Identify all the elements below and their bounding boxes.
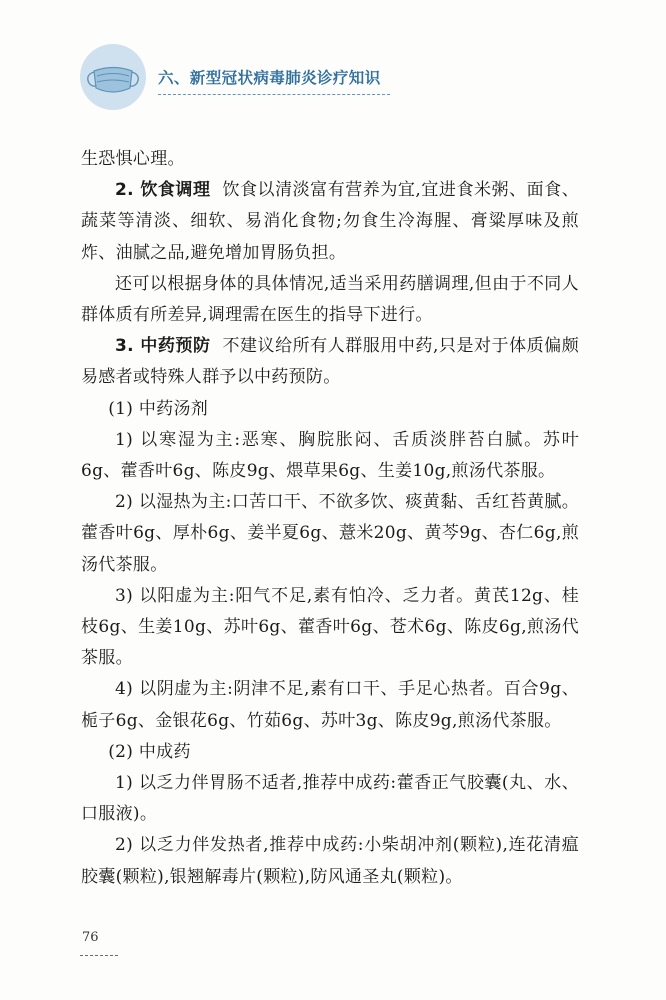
section-heading-diet: 2. 饮食调理: [115, 180, 211, 201]
footer-dashed-rule: [80, 955, 118, 956]
list-item: 1) 以寒湿为主:恶寒、胸脘胀闷、舌质淡胖苔白腻。苏叶6g、藿香叶6g、陈皮9g、煨草果6g、生姜10g,煎汤代茶服。: [81, 429, 579, 482]
paragraph-text: 饮食以清淡富有营养为宜,宜进食米粥、面食、蔬菜等清淡、细软、易消化食物;勿食生冷海腥、膏粱厚味及煎炸、油腻之品,避免增加胃肠负担。: [81, 180, 580, 263]
list-item: 2) 以乏力伴发热者,推荐中成药:小柴胡冲剂(颗粒),连花清瘟胶囊(颗粒),银翘解毒片(颗粒),防风通圣丸(颗粒)。: [81, 835, 579, 887]
list-item: 4) 以阴虚为主:阴津不足,素有口干、手足心热者。百合9g、栀子6g、金银花6g、竹茹6g、苏叶3g、陈皮9g,煎汤代茶服。: [81, 679, 579, 731]
paragraph: 还可以根据身体的具体情况,适当采用药膳调理,但由于不同人群体质有所差异,调理需在医生的指导下进行。: [81, 273, 579, 326]
paragraph: 生恐惧心理。: [81, 149, 185, 169]
face-mask-icon: [80, 44, 146, 110]
subheading-decoction: (1) 中药汤剂: [108, 398, 209, 419]
section-heading-tcm-prevention: 3. 中药预防: [115, 336, 211, 357]
list-item: 1) 以乏力伴胃肠不适者,推荐中成药:藿香正气胶囊(丸、水、口服液)。: [81, 773, 579, 825]
running-header: [80, 44, 400, 110]
paragraph-prevention: [81, 331, 579, 393]
paragraph-text: 不建议给所有人群服用中药,只是对于体质偏颇易感者或特殊人群予以中药预防。: [81, 336, 580, 388]
chapter-title: 六、新型冠状病毒肺炎诊疗知识: [158, 69, 381, 87]
list-item: 3) 以阳虚为主:阳气不足,素有怕冷、乏力者。黄芪12g、桂枝6g、生姜10g、苏叶6g、藿香叶6g、苍术6g、陈皮6g,煎汤代茶服。: [81, 585, 579, 669]
paragraph-diet: [81, 175, 579, 269]
body-text: [81, 144, 579, 893]
header-dashed-rule: [158, 94, 390, 95]
list-item: 2) 以湿热为主:口苦口干、不欲多饮、痰黄黏、舌红苔黄腻。藿香叶6g、厚朴6g、姜半夏6g、薏米20g、黄芩9g、杏仁6g,煎汤代茶服。: [81, 492, 579, 575]
page-number: 76: [82, 930, 99, 945]
subheading-patent-medicine: (2) 中成药: [108, 741, 191, 762]
